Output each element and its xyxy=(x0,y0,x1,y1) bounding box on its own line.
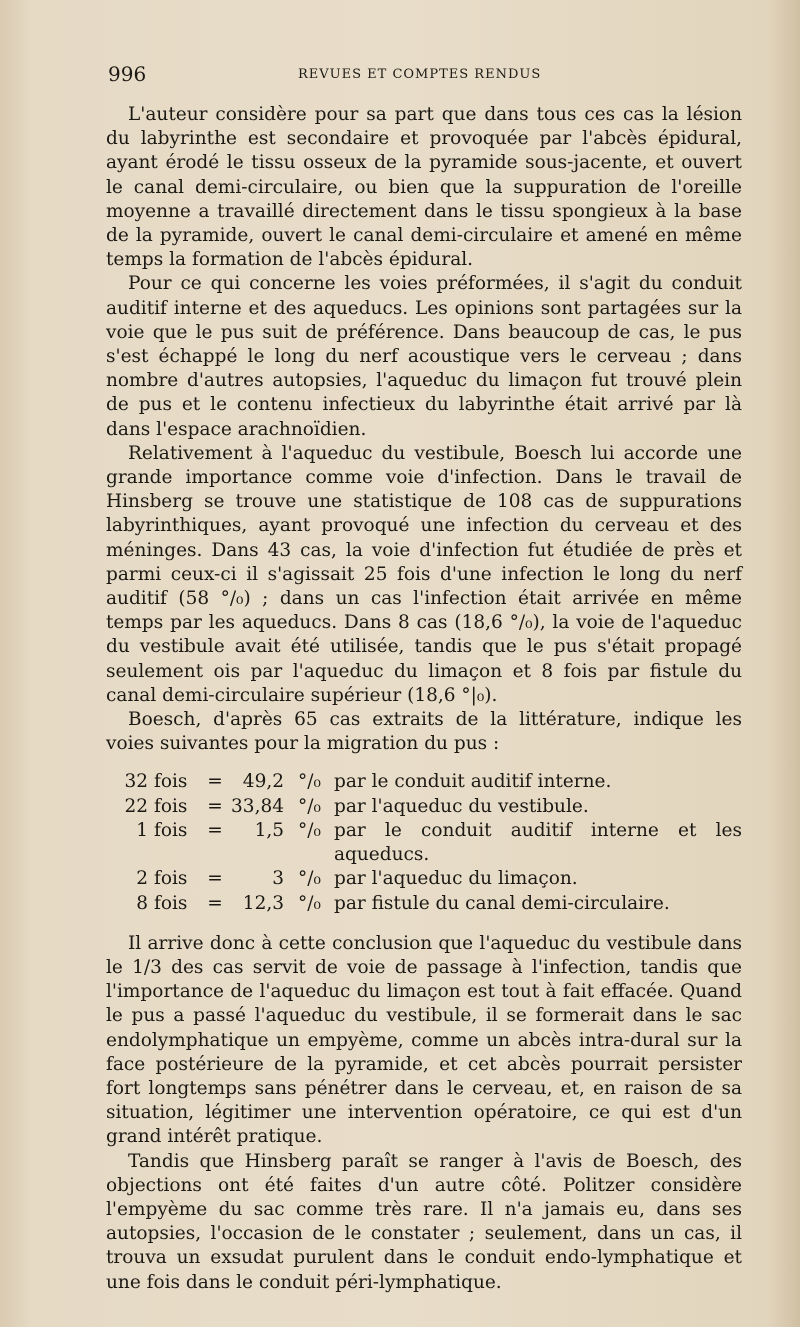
stat-count: 1 xyxy=(136,819,148,841)
paragraph: Pour ce qui concerne les voies préformées, il s'agit du conduit auditif interne et des aqueducs. Les opinions sont partagées sur la voie que le pus suit de préférence. Dans beaucoup de cas, le pus s'est échappé le long du nerf acoustique vers le cerveau ; dans nombre d'autres autopsies, l'aqueduc du limaçon fut trouvé plein de pus et le contenu infectieux du labyrinthe était arrivé par là dans l'espace arachnoïdien. xyxy=(106,273,742,440)
stat-equals: = xyxy=(207,819,223,841)
page-number: 996 xyxy=(108,62,147,86)
stat-description: par le conduit auditif interne. xyxy=(334,771,612,793)
stat-percent-sign: °/₀ xyxy=(298,868,321,890)
paragraph: Relativement à l'aqueduc du vestibule, Boesch lui accorde une grande importance comme voie d'infection. Dans le travail de Hinsberg se trouve une statistique de 108 cas de suppurations labyrinthiques, ayant provoqué une infection du cerveau et des méninges. Dans 43 cas, la voie d'infection fut étudiée de près et parmi ceux-ci il s'agissait 25 fois d'une infection le long du nerf auditif (58 °/₀) ; dans un cas l'infection était arrivée en même temps par les aqueducs. Dans 8 cas (18,6 °/₀), la voie de l'aqueduc du vestibule avait été utilisée, tandis que le pus s'était propagé seulement ois par l'aqueduc du limaçon et 8 fois par fistule du canal demi-circulaire supérieur (18,6 °|₀). xyxy=(106,442,742,706)
statistics-list xyxy=(106,770,742,915)
stat-description: par le conduit auditif interne et les aqueducs. xyxy=(334,819,742,866)
stat-equals: = xyxy=(207,795,223,817)
stat-description: par fistule du canal demi-circulaire. xyxy=(334,892,670,914)
stat-percent-sign: °/₀ xyxy=(298,795,321,817)
statistics-row xyxy=(106,892,742,916)
body-text xyxy=(106,103,742,1295)
statistics-row xyxy=(106,867,742,891)
stat-equals: = xyxy=(207,868,223,890)
stat-fois: fois xyxy=(154,892,188,914)
stat-percent-sign: °/₀ xyxy=(298,892,321,914)
paragraph: L'auteur considère pour sa part que dans tous ces cas la lésion du labyrinthe est secondaire et provoquée par l'abcès épidural, ayant érodé le tissu osseux de la pyramide sous-jacente, et ouvert le canal demi-circulaire, ou bien que la suppuration de l'oreille moyenne a travaillé directement dans le tissu spongieux à la base de la pyramide, ouvert le canal demi-circulaire et amené en même temps la formation de l'abcès épidural. xyxy=(106,104,742,271)
stat-count: 2 xyxy=(136,868,148,890)
statistics-row xyxy=(106,770,742,794)
statistics-row xyxy=(106,795,742,819)
paragraph: Boesch, d'après 65 cas extraits de la littérature, indique les voies suivantes pour la migration du pus : xyxy=(106,709,742,755)
stat-count: 8 xyxy=(136,892,148,914)
stat-count: 22 xyxy=(124,795,148,817)
stat-fois: fois xyxy=(154,771,188,793)
stat-description: par l'aqueduc du limaçon. xyxy=(334,868,578,890)
stat-value: 1,5 xyxy=(254,819,284,841)
stat-equals: = xyxy=(207,771,223,793)
running-title: REVUES ET COMPTES RENDUS xyxy=(298,67,542,82)
paragraph: Il arrive donc à cette conclusion que l'aqueduc du vestibule dans le 1/3 des cas servit de voie de passage à l'infection, tandis que l'importance de l'aqueduc du limaçon est tout à fait effacée. Quand le pus a passé l'aqueduc du vestibule, il se formerait dans le sac endolymphatique un empyème, comme un abcès intra-dural sur la face postérieure de la pyramide, et cet abcès pourrait persister fort longtemps sans pénétrer dans le cerveau, et, en raison de sa situation, légitimer une intervention opératoire, ce qui est d'un grand intérêt pratique. xyxy=(106,932,742,1148)
stat-fois: fois xyxy=(154,868,188,890)
running-head xyxy=(108,62,688,86)
stat-value: 3 xyxy=(272,868,284,890)
stat-value: 33,84 xyxy=(231,795,284,817)
stat-description: par l'aqueduc du vestibule. xyxy=(334,795,589,817)
stat-fois: fois xyxy=(154,795,188,817)
stat-percent-sign: °/₀ xyxy=(298,771,321,793)
stat-fois: fois xyxy=(154,819,188,841)
stat-equals: = xyxy=(207,892,223,914)
paragraph: Tandis que Hinsberg paraît se ranger à l'avis de Boesch, des objections ont été faites d'un autre côté. Politzer considère l'empyème du sac comme très rare. Il n'a jamais eu, dans ses autopsies, l'occasion de le constater ; seulement, dans un cas, il trouva un exsudat purulent dans le conduit endo-lymphatique et une fois dans le conduit péri-lymphatique. xyxy=(106,1150,742,1293)
stat-percent-sign: °/₀ xyxy=(298,819,321,841)
stat-value: 12,3 xyxy=(242,892,284,914)
statistics-row xyxy=(106,819,742,867)
stat-value: 49,2 xyxy=(242,771,284,793)
stat-count: 32 xyxy=(124,771,148,793)
